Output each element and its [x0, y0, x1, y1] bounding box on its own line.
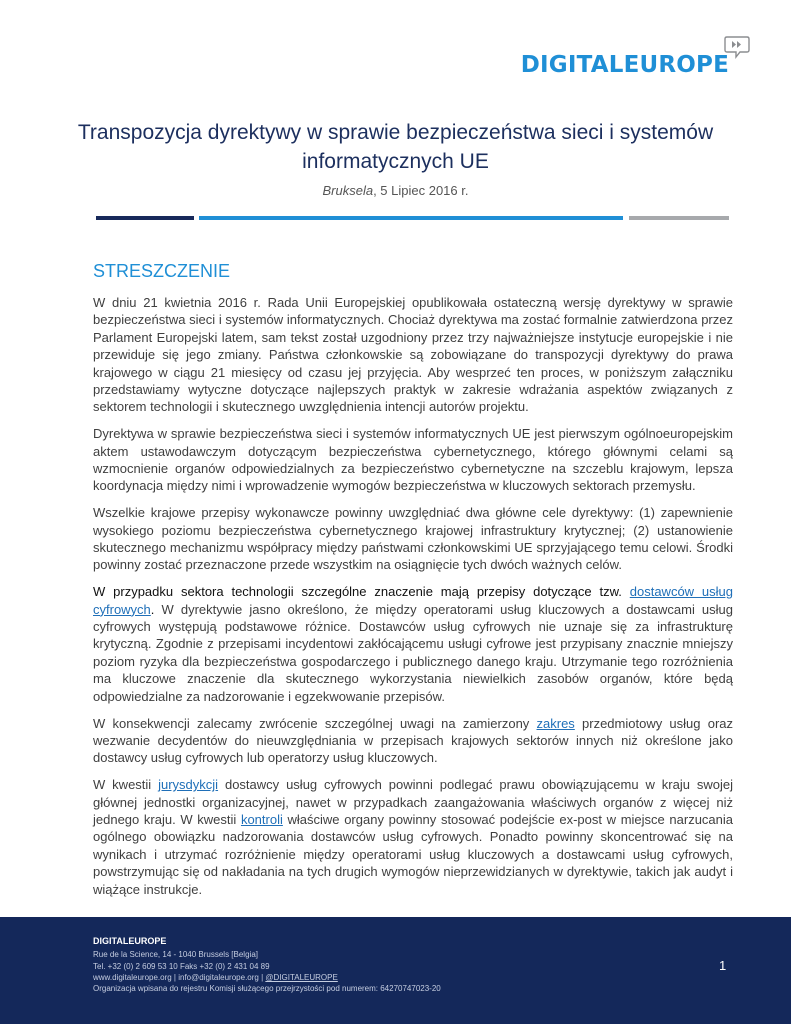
paragraph-3: Wszelkie krajowe przepisy wykonawcze powinny uwzględniać dwa główne cele dyrektywy: (1) zapewnienie wysokiego poziomu bezpieczeństwa cybernetycznego krajowej infrastruktury krytycznej; (2) ustanowienie skutecznego mechanizmu współpracy między państwami członkowskimi UE sprzyjającego temu celowi. Środki powinny zostać przeznaczone przede wszystkim na osiągnięcie tych dwóch ważnych celów. [93, 505, 733, 573]
page-number: 1 [719, 958, 727, 973]
divider-grey [629, 216, 729, 220]
paragraph-5 [93, 715, 733, 767]
paragraph-6-b: dostawcy usług cyfrowych powinni podlegać prawu obowiązującemu w kraju swojej głównej jednostki organizacyjnej, nawet w przypadkach zaangażowania właściwych organów z więcej niż jednego kraju. W kwestii [93, 777, 733, 827]
divider-navy [96, 216, 194, 220]
summary-body [93, 294, 733, 907]
link-scope[interactable]: zakres [536, 715, 575, 731]
dateline-place: Bruksela [322, 183, 374, 198]
dateline-date: , 5 Lipiec 2016 r. [373, 183, 469, 198]
section-heading: STRESZCZENIE [93, 261, 231, 281]
document-title: Transpozycja dyrektywy w sprawie bezpieczeństwa sieci i systemów informatycznych UE [77, 121, 714, 173]
footer-web-links[interactable]: www.digitaleurope.org | info@digitaleurope.org | [93, 973, 266, 982]
logo-speech-bubble-icon [724, 35, 750, 59]
footer-phone: Tel. +32 (0) 2 609 53 10 Faks +32 (0) 2 431 04 89 [93, 962, 270, 971]
page-footer [0, 917, 791, 1024]
digitaleurope-logo: DIGITALEUROPE [520, 52, 729, 78]
link-supervision[interactable]: kontroli [240, 811, 283, 827]
paragraph-6-c: właściwe organy powinny stosować podejście ex-post w miejsce narzucania ogólnego obowiązku nadzorowania dostawców usług cyfrowych. Ponadto powinny skoncentrować się na wynikach i utrzymać rozróżnienie między operatorami usług kluczowych a dostawcami usług cyfrowych, powstrzymując się od nakładania na tych drugich wymogów nieprzewidzianych w dyrektywie, takich jak audyt i wiążące instrukcje. [93, 811, 734, 897]
footer-org: DIGITALEUROPE [93, 936, 167, 946]
link-digital-service-providers[interactable]: dostawców usług cyfrowych [93, 584, 733, 617]
dateline [60, 183, 731, 198]
paragraph-5-a: W konsekwencji zalecamy zwrócenie szczególnej uwagi na zamierzony [93, 715, 537, 731]
footer-web [93, 973, 338, 982]
footer-address: Rue de la Science, 14 - 1040 Brussels [Belgia] [93, 950, 258, 959]
paragraph-1: W dniu 21 kwietnia 2016 r. Rada Unii Europejskiej opublikowała ostateczną wersję dyrektywy w sprawie bezpieczeństwa sieci i systemów informatycznych. Chociaż dyrektywa ma zostać formalnie zatwierdzona przez Parlament Europejski latem, sam tekst został uzgodniony przez trzy najważniejsze instytucje europejskie i nie przewiduje się jego zmiany. Państwa członkowskie są zobowiązane do transpozycji dyrektywy do prawa krajowego w ciągu 21 miesięcy od czasu jej przyjęcia. Aby wesprzeć ten proces, w poniższym załączniku przedstawiamy wytyczne dotyczące najlepszych praktyk w zakresie wdrażania aspektów związanych z sektorem technologii i skutecznego uwzględnienia intencji autorów projektu. [93, 295, 733, 415]
paragraph-4-period: . [150, 601, 155, 617]
paragraph-6 [93, 776, 733, 898]
footer-registry: Organizacja wpisana do rejestru Komisji służącego przejrzystości pod numerem: 64270747023-20 [93, 984, 441, 993]
link-jurisdiction[interactable]: jurysdykcji [158, 777, 219, 793]
paragraph-4 [93, 583, 733, 705]
paragraph-6-a: W kwestii [93, 777, 159, 793]
paragraph-2: Dyrektywa w sprawie bezpieczeństwa sieci i systemów informatycznych UE jest pierwszym ogólnoeuropejskim aktem ustawodawczym dotyczącym bezpieczeństwa cybernetycznego, którego głównymi celami są wzmocnienie organów odpowiedzialnych za bezpieczeństwo cybernetyczne na szczeblu krajowym, lepsza koordynacja między nimi i wprowadzenie wymogów bezpieczeństwa w kluczowych sektorach przemysłu. [93, 426, 733, 494]
paragraph-4-lead: W przypadku sektora technologii szczególne znaczenie mają przepisy dotyczące tzw. [93, 584, 630, 600]
divider-blue [199, 216, 623, 220]
paragraph-4-rest: W dyrektywie jasno określono, że między operatorami usług kluczowych a dostawcami usług cyfrowych występują podstawowe różnice. Dostawców usług cyfrowych nie uznaje się za infrastrukturę krytyczną. Zgodnie z przepisami incydentowi zakłócającemu usługi cyfrowe jest przypisany znacznie mniejszy poziom ryzyka dla bezpieczeństwa gospodarczego i publicznego danego kraju. Utrzymanie tego rozróżnienia ma kluczowe znaczenie dla skutecznego wykorzystania niewielkich zasobów organów, które będą odpowiedzialne za nadzorowanie i egzekwowanie przepisów. [93, 601, 733, 704]
footer-twitter-link[interactable]: @DIGITALEUROPE [265, 973, 338, 982]
paragraph-5-b: przedmiotowy usług oraz wezwanie decydentów do nieuwzględniania w przepisach krajowych sektorów innych niż określone jako dostawcy usług cyfrowych lub operatorzy usług kluczowych. [93, 715, 734, 766]
